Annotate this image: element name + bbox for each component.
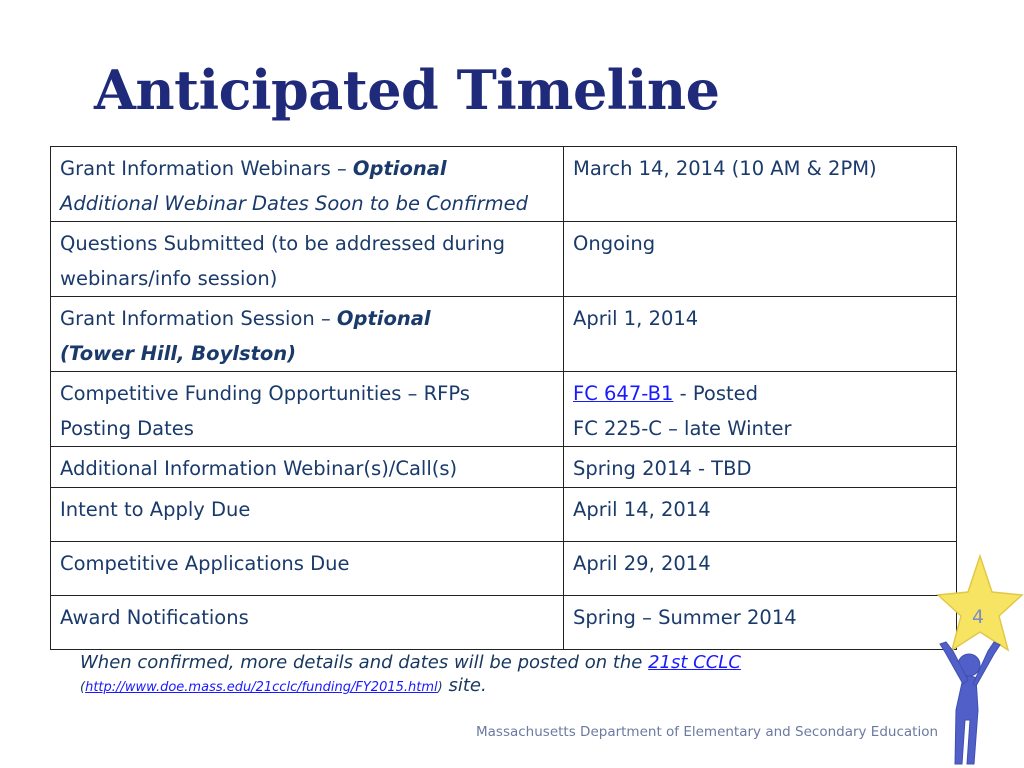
event-cell xyxy=(51,542,564,596)
event-location: (Tower Hill, Boylston) xyxy=(60,342,297,365)
footnote-line-1 xyxy=(80,650,940,675)
event-label: Award Notifications xyxy=(60,606,249,629)
event-label: Competitive Funding Opportunities – RFPs xyxy=(60,382,470,405)
event-cell xyxy=(51,297,564,372)
optional-label: Optional xyxy=(336,307,431,330)
date-text: April 14, 2014 xyxy=(573,498,711,521)
person-figure xyxy=(940,642,1000,764)
date-text: Spring – Summer 2014 xyxy=(573,606,797,629)
event-label: Grant Information Webinars – xyxy=(60,157,353,180)
footnote xyxy=(80,650,940,699)
table-row xyxy=(51,372,957,447)
optional-label: Optional xyxy=(352,157,447,180)
event-cell xyxy=(51,372,564,447)
date-cell xyxy=(564,596,957,650)
date-cell xyxy=(564,542,957,596)
event-label: Grant Information Session – xyxy=(60,307,337,330)
event-cell xyxy=(51,147,564,222)
table-row xyxy=(51,596,957,650)
date-cell xyxy=(564,297,957,372)
date-cell xyxy=(564,488,957,542)
footer-org: Massachusetts Department of Elementary and Secondary Education xyxy=(476,724,939,740)
date-text: Ongoing xyxy=(573,232,656,255)
date-text: April 29, 2014 xyxy=(573,552,711,575)
footnote-line-2 xyxy=(80,675,940,699)
event-label-cont: Posting Dates xyxy=(60,417,194,440)
event-cell xyxy=(51,488,564,542)
event-label-cont: webinars/info session) xyxy=(60,267,278,290)
table-row xyxy=(51,542,957,596)
event-cell xyxy=(51,596,564,650)
date-cell xyxy=(564,147,957,222)
url-link[interactable]: http://www.doe.mass.edu/21cclc/funding/FY2015.html xyxy=(85,680,438,695)
fc-647-b1-link[interactable]: FC 647-B1 xyxy=(573,382,674,405)
paren-open: ( xyxy=(80,680,86,695)
table-row xyxy=(51,297,957,372)
date-text: March 14, 2014 (10 AM & 2PM) xyxy=(573,157,877,180)
event-note: Additional Webinar Dates Soon to be Confirmed xyxy=(60,192,529,215)
timeline-table xyxy=(50,146,957,650)
event-cell xyxy=(51,447,564,488)
event-label: Competitive Applications Due xyxy=(60,552,350,575)
paren-close: ) xyxy=(437,680,443,695)
star-shape xyxy=(938,556,1022,650)
date-text-2: FC 225-C – late Winter xyxy=(573,417,792,440)
table-row xyxy=(51,447,957,488)
table-row xyxy=(51,147,957,222)
footnote-site: site. xyxy=(442,675,487,696)
date-cell xyxy=(564,447,957,488)
event-cell xyxy=(51,222,564,297)
event-label: Questions Submitted (to be addressed during xyxy=(60,232,506,255)
date-cell xyxy=(564,222,957,297)
page-number: 4 xyxy=(972,606,985,628)
date-text: April 1, 2014 xyxy=(573,307,699,330)
star-figure-icon xyxy=(916,552,1024,768)
event-label: Intent to Apply Due xyxy=(60,498,251,521)
table-row xyxy=(51,488,957,542)
table-row xyxy=(51,222,957,297)
footnote-text: When confirmed, more details and dates will be posted on the xyxy=(80,652,649,673)
cclc-link[interactable]: 21st CCLC xyxy=(648,652,741,673)
slide-title: Anticipated Timeline xyxy=(94,58,720,122)
date-text: Spring 2014 - TBD xyxy=(573,457,752,480)
event-label: Additional Information Webinar(s)/Call(s) xyxy=(60,457,458,480)
date-cell xyxy=(564,372,957,447)
date-text: - Posted xyxy=(673,382,758,405)
